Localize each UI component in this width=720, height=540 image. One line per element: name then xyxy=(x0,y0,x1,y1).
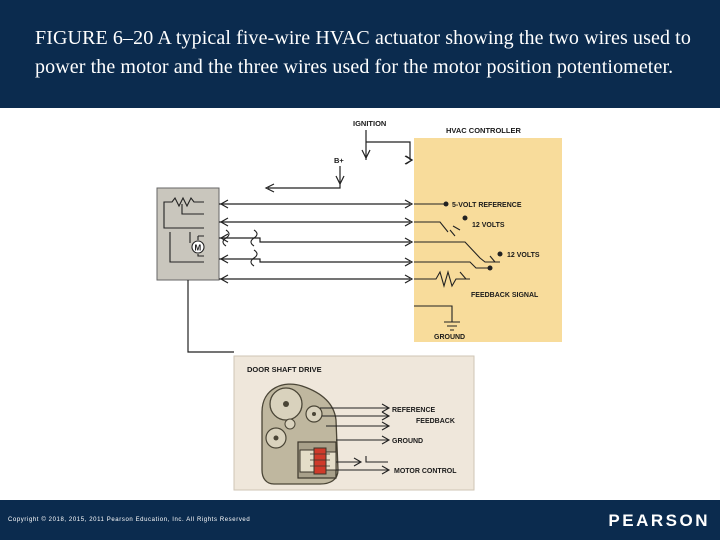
door-shaft-drive-label: DOOR SHAFT DRIVE xyxy=(247,365,322,374)
pearson-logo: PEARSON xyxy=(608,511,710,530)
motor-letter: M xyxy=(194,243,202,253)
hvac-controller-box xyxy=(414,138,562,342)
b-plus-wire xyxy=(268,166,340,188)
feedback-signal-label: FEEDBACK SIGNAL xyxy=(471,292,539,299)
twelve-volts-label-b: 12 VOLTS xyxy=(507,252,540,259)
b-plus-label: B+ xyxy=(334,156,344,165)
five-volt-reference-label: 5-VOLT REFERENCE xyxy=(452,202,522,209)
wire-arrows xyxy=(221,156,412,283)
hvac-controller-label: HVAC CONTROLLER xyxy=(446,126,521,135)
ignition-label: IGNITION xyxy=(353,119,387,128)
ignition-wire xyxy=(366,130,410,160)
motor-control-label: MOTOR CONTROL xyxy=(394,468,457,475)
controller-ground-label: GROUND xyxy=(434,334,466,341)
twelve-volts-label-a: 12 VOLTS xyxy=(472,222,505,229)
feedback-label: FEEDBACK xyxy=(416,418,455,425)
footer-bar xyxy=(0,500,720,540)
figure-caption: FIGURE 6–20 A typical five-wire HVAC actuator showing the two wires used to power the motor and the three wires used for the motor position potentiometer. xyxy=(35,27,691,78)
drive-harness-wire xyxy=(188,280,234,352)
hvac-actuator-diagram xyxy=(0,108,720,500)
caption-banner xyxy=(0,0,720,108)
drive-ground-label: GROUND xyxy=(392,438,424,445)
actuator-wires xyxy=(219,204,410,279)
copyright-notice: Copyright © 2018, 2015, 2011 Pearson Education, Inc. All Rights Reserved xyxy=(8,517,251,523)
reference-label: REFERENCE xyxy=(392,407,436,414)
